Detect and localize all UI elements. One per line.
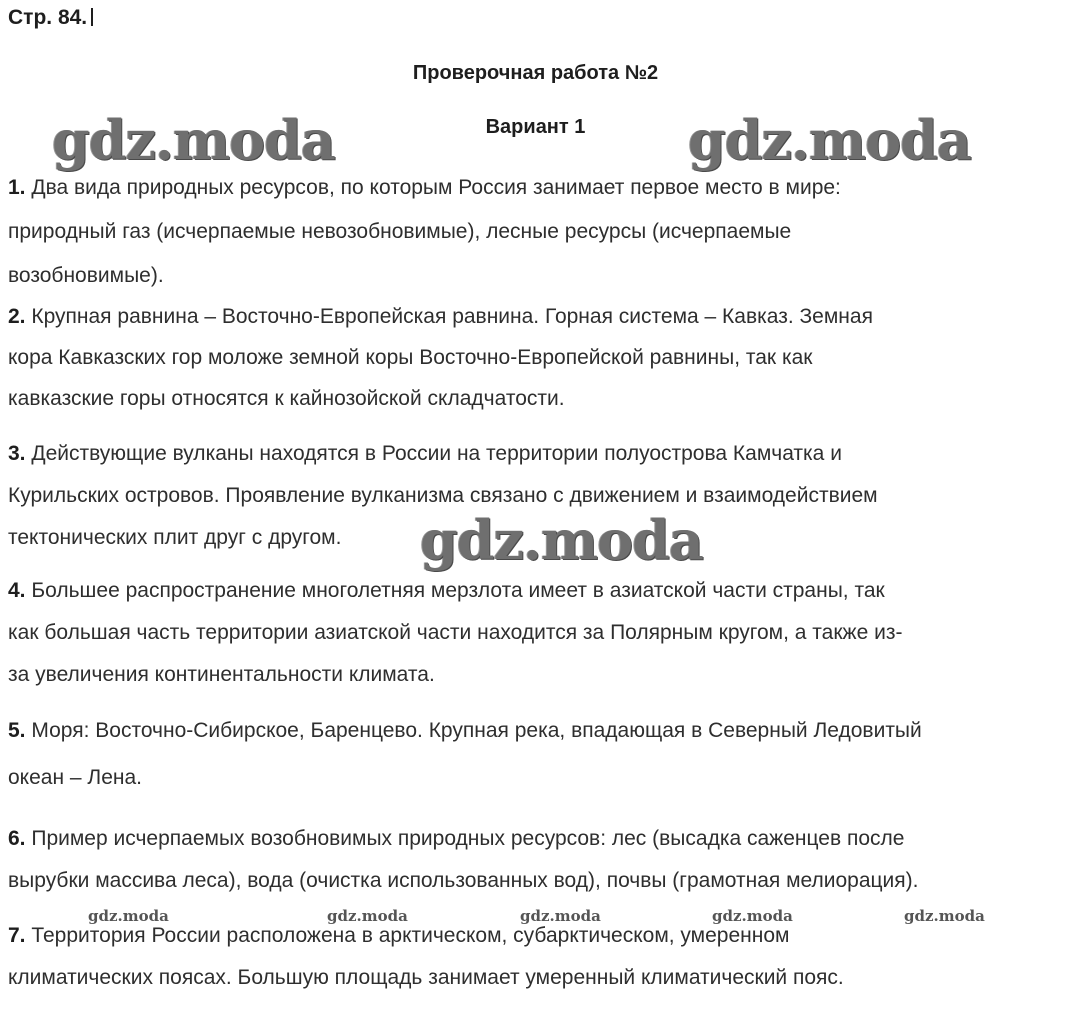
- watermark-logo-small: gdz.moda: [520, 907, 601, 925]
- answer-line: [8, 433, 1068, 475]
- answer-text: Крупная равнина – Восточно-Европейская равнина. Горная система – Кавказ. Земная: [31, 305, 873, 328]
- page-reference-text: Стр. 84.: [8, 6, 88, 29]
- answer-line: природный газ (исчерпаемые невозобновимые), лесные ресурсы (исчерпаемые: [8, 220, 792, 243]
- answer-item-2: [8, 296, 1068, 419]
- answer-line: за увеличения континентальности климата.: [8, 663, 435, 686]
- answer-line: возобновимые).: [8, 264, 164, 287]
- watermark-logo-small: gdz.moda: [712, 907, 793, 925]
- answer-item-7: [8, 915, 1068, 999]
- answer-line: [8, 818, 1068, 860]
- answer-line: Курильских островов. Проявление вулканизма связано с движением и взаимодействием: [8, 484, 878, 507]
- answer-line: [8, 915, 1068, 957]
- answer-line: вырубки массива леса), вода (очистка использованных вод), почвы (грамотная мелиорация).: [8, 869, 919, 892]
- answer-text: Два вида природных ресурсов, по которым Россия занимает первое место в мире:: [31, 176, 841, 199]
- answer-text: Моря: Восточно-Сибирское, Баренцево. Крупная река, впадающая в Северный Ледовитый: [31, 719, 922, 742]
- answer-line: климатических поясах. Большую площадь занимает умеренный климатический пояс.: [8, 966, 844, 989]
- variant-title: Вариант 1: [485, 116, 586, 138]
- answer-line: кавказские горы относятся к кайнозойской складчатости.: [8, 387, 565, 410]
- answer-line: кора Кавказских гор моложе земной коры Восточно-Европейской равнины, так как: [8, 346, 813, 369]
- page-reference: [8, 6, 93, 30]
- watermark-logo: gdz.moda: [688, 108, 971, 172]
- answer-text: Большее распространение многолетняя мерзлота имеет в азиатской части страны, так: [31, 579, 885, 602]
- answer-item-4: [8, 570, 1068, 696]
- watermark-logo: gdz.moda: [420, 508, 703, 572]
- answer-text: Территория России расположена в арктическом, субарктическом, умеренном: [31, 924, 790, 947]
- answer-line: [8, 296, 1068, 337]
- answer-text: Пример исчерпаемых возобновимых природных ресурсов: лес (высадка саженцев после: [31, 827, 905, 850]
- answer-item-3: [8, 433, 1068, 559]
- answer-line: [8, 166, 1068, 210]
- answer-number: 4.: [8, 579, 26, 602]
- answer-number: 6.: [8, 827, 26, 850]
- answer-item-5: [8, 707, 1068, 801]
- answer-number: 5.: [8, 719, 26, 742]
- answer-line: океан – Лена.: [8, 766, 142, 789]
- answer-line: [8, 570, 1068, 612]
- answer-line: [8, 707, 1068, 754]
- answer-number: 7.: [8, 924, 26, 947]
- cursor-mark: [91, 8, 93, 26]
- watermark-logo-small: gdz.moda: [88, 907, 169, 925]
- answer-number: 2.: [8, 305, 26, 328]
- watermark-logo-small: gdz.moda: [327, 907, 408, 925]
- answer-line: как большая часть территории азиатской части находится за Полярным кругом, а также из-: [8, 621, 903, 644]
- work-title: Проверочная работа №2: [412, 62, 659, 84]
- answer-item-6: [8, 818, 1068, 902]
- answer-number: 1.: [8, 176, 26, 199]
- answer-line: тектонических плит друг с другом.: [8, 526, 342, 549]
- answer-item-1: [8, 166, 1068, 298]
- watermark-logo: gdz.moda: [52, 108, 335, 172]
- answer-text: Действующие вулканы находятся в России на территории полуострова Камчатка и: [31, 442, 842, 465]
- watermark-logo-small: gdz.moda: [904, 907, 985, 925]
- answer-number: 3.: [8, 442, 26, 465]
